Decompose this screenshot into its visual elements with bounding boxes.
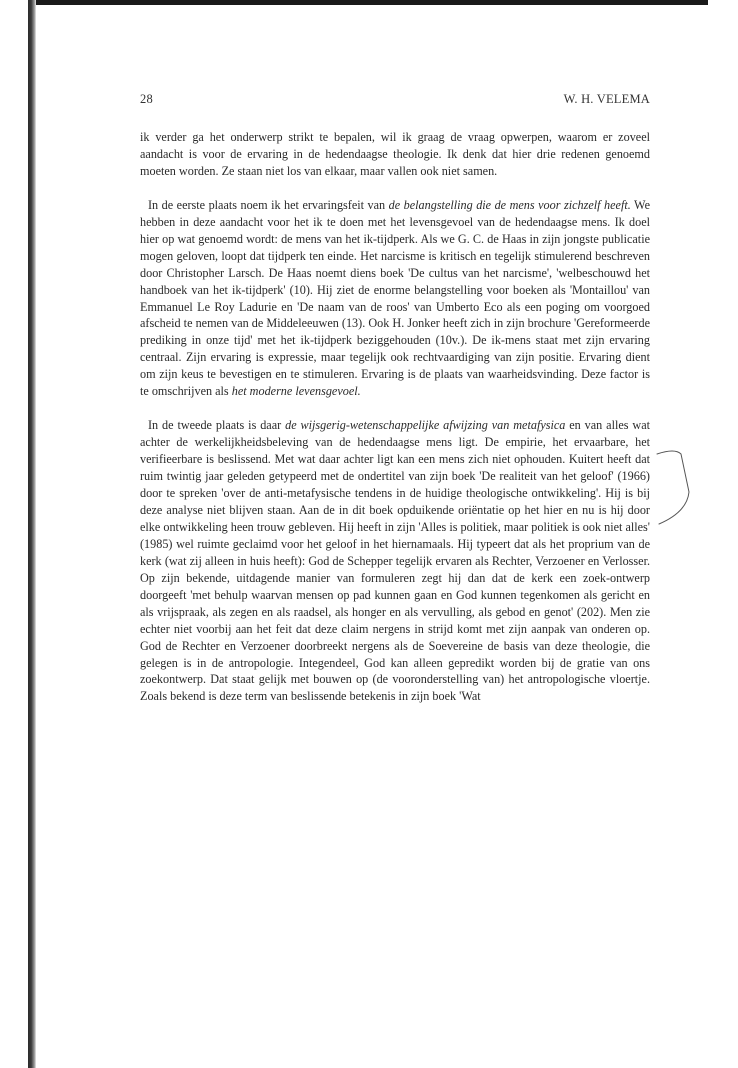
scan-binding-edge [28,0,36,1068]
margin-bracket-mark [655,448,693,528]
italic-phrase: de belangstelling die de mens voor zichzelf heeft. [388,197,631,212]
page-header [140,92,650,107]
paragraph-2 [140,197,650,400]
italic-phrase: de wijsgerig-wetenschappelijke afwijzing van metafysica [285,418,566,433]
text-segment: In de eerste plaats noem ik het ervaringsfeit van [148,197,389,212]
scan-top-edge [28,0,708,5]
running-head: W. H. VELEMA [563,92,650,106]
page-number: 28 [140,92,153,106]
text-segment: ik verder ga het onderwerp strikt te bepalen, wil ik graag de vraag opwerpen, waarom er zoveel aandacht is voor de ervaring in de hedendaagse theologie. Ik denk dat hier drie redenen genoemd moeten worden. Ze staan niet los van elkaar, maar vallen ook niet samen. [140,130,650,178]
italic-phrase: het moderne levensgevoel. [231,384,361,399]
text-segment: en van alles wat achter de werkelijkheidsbeleving van de hedendaagse mens ligt. De empirie, het ervaarbare, het verifieerbare is beslissend. Met wat daar achter ligt kan een mens zich niet ophouden. Kuitert heeft dat ruim twintig jaar geleden getypeerd met de ondertitel van zijn boek 'De realiteit van het geloof' (1966) door te spreken 'over de anti-metafysische tendens in de huidige theologische ontwikkeling'. Hij is bij deze analyse niet blijven staan. Aan de in dit boek opduikende oriëntatie op het hier en nu is hij door elke ontwikkeling heen trouw gebleven. Hij heeft in zijn 'Alles is politiek, maar politiek is ook niet alles' (1985) wel ruimte geclaimd voor het geloof in het hiernamaals. Hij typeert dat als het proprium van de kerk (wat zij alleen in huis heeft): God de Schepper tegelijk ervaren als Rechter, Verzoener en Verlosser. Op zijn bekende, uitdagende manier van formuleren zegt hij dan dat de kerk een zoek-ontwerp doorgeeft 'met behulp waarvan mensen op pad kunnen gaan en God kunnen tegenkomen als gericht en als vrijspraak, als zegen en als raadsel, als honger en als vervulling, als gebod en genot' (202). Men zie echter niet voorbij aan het feit dat deze claim nergens in strijd komt met zijn aanpak van onderen op. God de Rechter en Verzoener doorbreekt nergens als de Soevereine de basis van deze theologie, die gelegen is in de antropologie. Integendeel, God kan alleen gepredikt worden bij de gratie van ons zoekontwerp. Dat staat gelijk met bouwen op (de vooronderstelling van) het antropologische vloertje. Zoals bekend is deze term van beslissende betekenis in zijn boek 'Wat [140,418,650,704]
book-page [140,92,650,722]
paragraph-1 [140,129,650,180]
text-segment: In de tweede plaats is daar [148,418,286,433]
paragraph-3 [140,417,650,705]
text-segment: We hebben in deze aandacht voor het ik te doen met het levensgevoel van de hedendaagse mens. Ik doel hier op wat genoemd wordt: de mens van het ik-tijdperk. Als we G. C. de Haas in zijn jongste publicatie mogen geloven, loopt dat tijdperk ten einde. Het narcisme is kritisch en tegelijk stimulerend beschreven door Christopher Larsch. De Haas noemt diens boek 'De cultus van het narcisme', 'welbeschouwd het handboek van het ik-tijdperk' (10). Hij ziet de enorme belangstelling voor boeken als 'Montaillou' van Emmanuel Le Roy Ladurie en 'De naam van de roos' van Umberto Eco als een poging om voorgoed afscheid te nemen van de Middeleeuwen (13). Ook H. Jonker heeft zich in zijn brochure 'Gereformeerde prediking in onze tijd' met het ik-tijdperk beziggehouden (10v.). De ik-mens staat met zijn ervaring centraal. Zijn ervaring is expressie, maar tegelijk ook rechtvaardiging van zijn positie. Ervaring dient om zijn keus te bevestigen en te stimuleren. Ervaring is de plaats van waarheidsvinding. Deze factor is te omschrijven als [140,197,650,399]
